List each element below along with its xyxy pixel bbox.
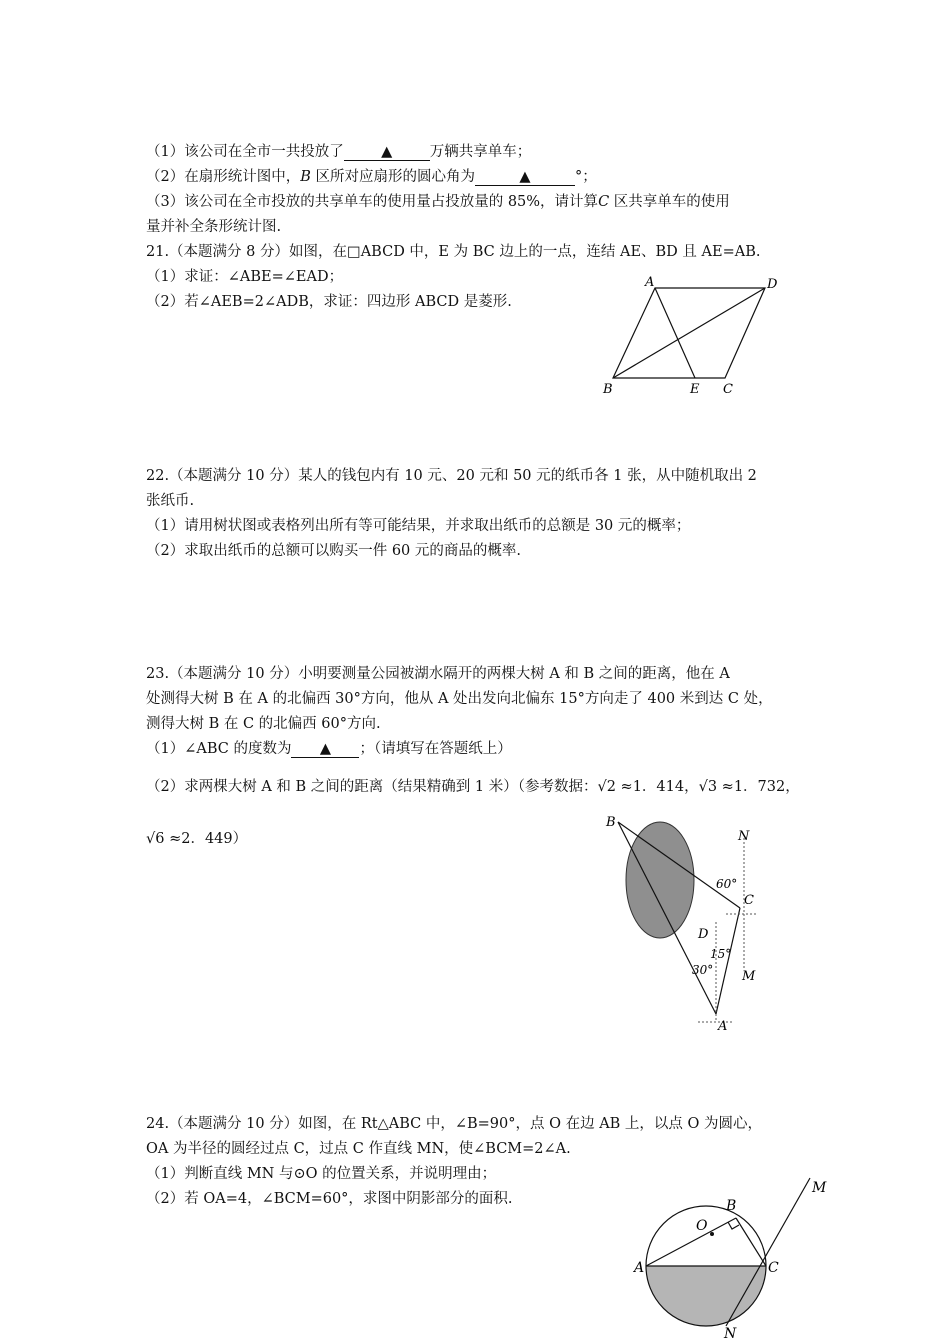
answer-blank[interactable]: ▲ [291,741,359,758]
q24-stem: 24.（本题满分 10 分）如图，在 Rt△ABC 中，∠B=90°，点 O 在边 AB 上，以点 O 为圆心， [146,1116,763,1132]
shaded-segment [646,1266,766,1326]
q24-circle-figure [632,1168,840,1340]
q23-stem-cont2: 测得大树 B 在 C 的北偏西 60°方向. [146,716,381,732]
q21-part2: （2）若∠AEB=2∠ADB，求证：四边形 ABCD 是菱形. [146,294,512,310]
label-D: D [767,277,778,292]
q23-reference-data: √6 ≈2．449） [146,831,248,847]
label-D: D [698,927,709,942]
q23-stem: 23.（本题满分 10 分）小明要测量公园被湖水隔开的两棵大树 A 和 B 之间的距离，他在 A [146,666,730,682]
label-C: C [744,893,754,908]
q20-part2-mid: 区所对应扇形的圆心角为 [310,169,475,185]
q20-part3 [146,192,730,212]
label-N: N [738,829,750,844]
q24-part1: （1）判断直线 MN 与⊙O 的位置关系，并说明理由； [146,1166,497,1182]
q21-part1: （1）求证：∠ABE=∠EAD； [146,269,344,285]
q21-parallelogram-figure [595,270,795,400]
label-A: A [634,1260,645,1276]
q21-stem: 21.（本题满分 8 分）如图，在□ABCD 中，E 为 BC 边上的一点，连结 AE、BD 且 AE=AB. [146,244,761,260]
answer-blank[interactable]: ▲ [344,144,430,161]
q22-part1: （1）请用树状图或表格列出所有等可能结果，并求取出纸币的总额是 30 元的概率； [146,518,691,534]
label-B: B [606,815,616,830]
q20-part2-text: （2）在扇形统计图中， [146,169,301,185]
q20-part1-text: （1）该公司在全市一共投放了 [146,144,344,160]
angle-60: 60° [716,877,738,891]
label-O: O [696,1218,708,1234]
q22-stem-cont: 张纸币. [146,493,195,509]
q23-part1 [146,739,512,759]
q20-part3-text: （3）该公司在全市投放的共享单车的使用量占投放量的 85%，请计算 [146,194,599,210]
q20-part1 [146,142,531,162]
q20-part1-end: 万辆共享单车； [429,144,532,160]
q23-part1-text: （1）∠ABC 的度数为 [146,741,292,757]
q20-part2 [146,167,597,187]
q20-part3-end: 区共享单车的使用 [609,194,730,210]
q20-part2-end: °； [575,169,597,185]
label-E: E [690,382,700,397]
label-B: B [726,1198,737,1214]
q23-part2: （2）求两棵大树 A 和 B 之间的距离（结果精确到 1 米）（参考数据：√2 ≈1．414，√3 ≈1．732， [146,779,800,795]
q23-part1-end: ；（请填写在答题纸上） [359,741,512,757]
label-A: A [645,275,655,290]
q24-part2: （2）若 OA=4，∠BCM=60°，求图中阴影部分的面积. [146,1191,513,1207]
angle-15: 15° [710,947,732,961]
q20-part3-var: C [598,194,610,210]
q23-stem-cont: 处测得大树 B 在 A 的北偏西 30°方向，他从 A 处出发向北偏东 15°方向走了 400 米到达 C 处， [146,691,773,707]
label-M: M [812,1180,827,1196]
label-C: C [768,1260,779,1276]
q22-part2: （2）求取出纸币的总额可以购买一件 60 元的商品的概率. [146,543,522,559]
q24-stem-cont: OA 为半径的圆经过点 C，过点 C 作直线 MN，使∠BCM=2∠A. [146,1141,571,1157]
answer-blank[interactable]: ▲ [475,169,575,186]
label-C: C [723,382,733,397]
label-A: A [718,1019,728,1034]
label-B: B [603,382,613,397]
angle-30: 30° [692,963,714,977]
q20-part2-var: B [300,169,311,185]
lake-shape [626,822,694,938]
q20-part3-cont: 量并补全条形统计图. [146,219,282,235]
label-M: M [742,969,756,984]
q23-lake-figure [598,810,768,1035]
label-N: N [724,1326,737,1340]
q22-stem: 22.（本题满分 10 分）某人的钱包内有 10 元、20 元和 50 元的纸币各 1 张，从中随机取出 2 [146,468,757,484]
